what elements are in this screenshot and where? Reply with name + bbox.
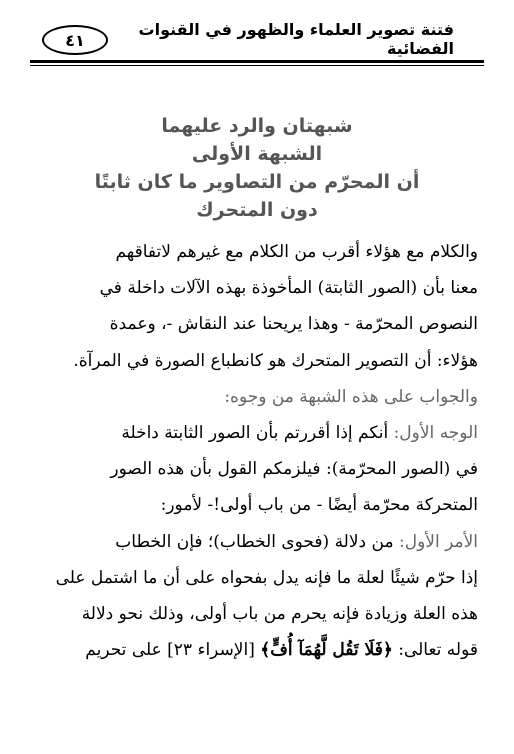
quran-verse: ﴿فَلَا تَقُل لَّهُمَآ أُفٍّ﴾: [260, 640, 393, 661]
section-headings: [40, 112, 474, 224]
body-text: [36, 234, 478, 668]
running-header-title: فتنة تصوير العلماء والظهور في القنوات الفضائية: [138, 20, 454, 58]
point-text: أنكم إذا أقررتم بأن الصور الثابتة داخلة: [121, 422, 394, 443]
point-label: الأمر الأول:: [398, 531, 478, 552]
section-heading-sub: الشبهة الأولى: [191, 143, 323, 165]
page-number: ٤١: [65, 30, 85, 50]
body-line: [36, 632, 478, 668]
point-text: من دلالة (فحوى الخطاب)؛ فإن الخطاب: [115, 531, 399, 552]
header-rule-thick: [30, 60, 484, 63]
body-line: النصوص المحرّمة - وهذا يريحنا عند النقاش -، وعمدة: [109, 314, 478, 335]
body-line: والكلام مع هؤلاء أقرب من الكلام مع غيرهم لاتفاقهم: [115, 242, 478, 262]
verse-intro: قوله تعالى:: [392, 640, 478, 661]
body-line: المتحركة محرّمة أيضًا - من باب أولى!- لأمور:: [160, 495, 478, 516]
section-heading-line1: أن المحرّم من التصاوير ما كان ثابتًا: [94, 171, 420, 193]
answer-intro-line: والجواب على هذه الشبهة من وجوه:: [224, 386, 478, 407]
body-line: [36, 415, 478, 451]
section-heading-line2: دون المتحرك: [196, 199, 318, 221]
body-line: [36, 524, 478, 560]
section-heading-main: شبهتان والرد عليهما: [161, 115, 353, 137]
point-label: الوجه الأول:: [393, 422, 478, 443]
body-line: هؤلاء: أن التصوير المتحرك هو كانطباع الصورة في المرآة.: [73, 350, 478, 371]
header-rule-thin: [30, 65, 484, 66]
body-line: في (الصور المحرّمة): فيلزمكم القول بأن هذه الصور: [110, 459, 478, 480]
verse-reference: [الإسراء ٢٣] على تحريم: [85, 640, 261, 661]
body-line: هذه العلة وزيادة فإنه يحرم من باب أولى، وذلك نحو دلالة: [81, 603, 478, 624]
body-line: معنا بأن (الصور الثابتة) المأخوذة بهذه الآلات داخلة في: [99, 278, 478, 299]
page-number-badge: [42, 25, 108, 55]
body-line: إذا حرّم شيئًا لعلة ما فإنه يدل بفحواه على أن ما اشتمل على: [55, 567, 478, 588]
